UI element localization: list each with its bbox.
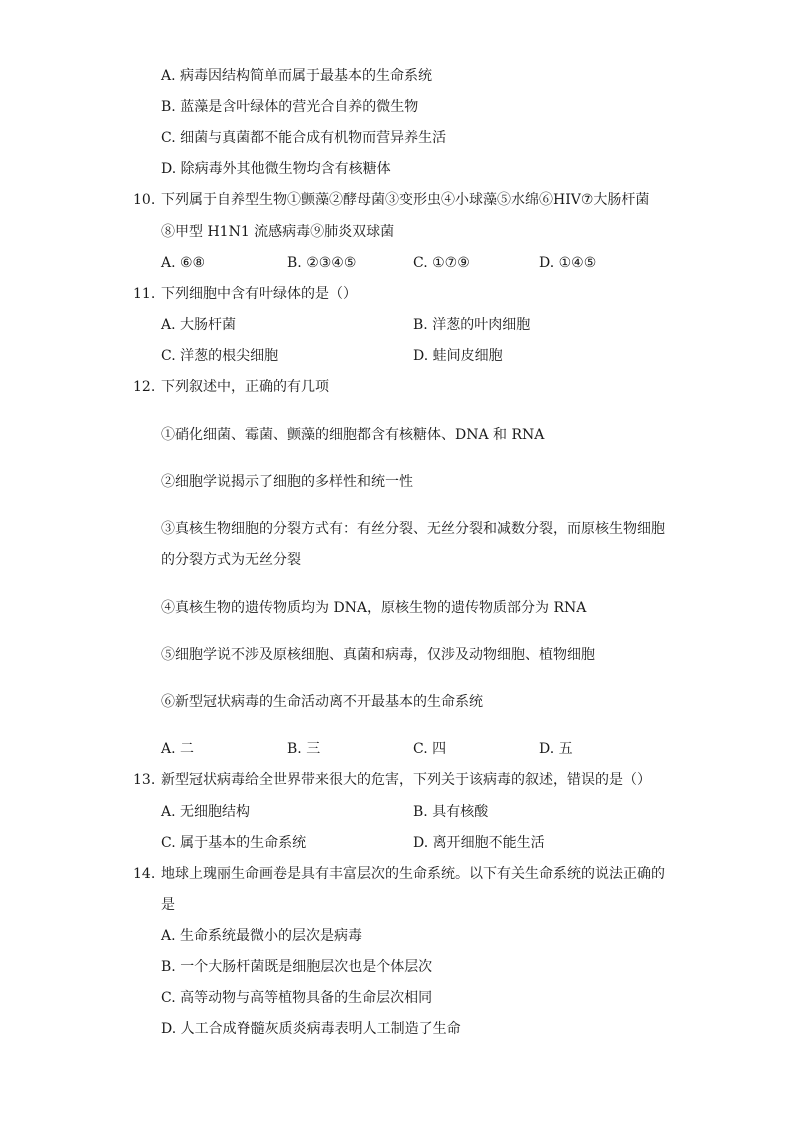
q12-statement-4: ④真核生物的遗传物质均为 DNA，原核生物的遗传物质部分为 RNA: [161, 600, 587, 616]
q9-option-c: C. 细菌与真菌都不能合成有机物而营异养生活: [161, 130, 447, 146]
q13-option-c: C. 属于基本的生命系统: [161, 835, 307, 851]
q9-option-d: D. 除病毒外其他微生物均含有核糖体: [161, 161, 391, 177]
q12-statement-2: ②细胞学说揭示了细胞的多样性和统一性: [161, 474, 413, 490]
q12-option-c: C. 四: [413, 741, 447, 757]
q14-stem-line2: 是: [161, 897, 175, 913]
q10-option-b: B. ②③④⑤: [287, 255, 357, 271]
q12-statement-1: ①硝化细菌、霉菌、颤藻的细胞都含有核糖体、DNA 和 RNA: [161, 427, 545, 443]
q12-number: 12.: [133, 379, 156, 395]
q10-stem-line1: 下列属于自养型生物①颤藻②酵母菌③变形虫④小球藻⑤水绵⑥HIV⑦大肠杆菌: [161, 192, 650, 208]
q9-option-b: B. 蓝藻是含叶绿体的营光合自养的微生物: [161, 99, 419, 115]
q11-number: 11.: [133, 286, 156, 302]
q10-option-c: C. ①⑦⑨: [413, 255, 470, 271]
q14-number: 14.: [133, 866, 156, 882]
q10-option-a: A. ⑥⑧: [161, 255, 206, 271]
q10-stem-line2: ⑧甲型 H1N1 流感病毒⑨肺炎双球菌: [161, 224, 395, 240]
q13-option-a: A. 无细胞结构: [161, 804, 251, 820]
q14-option-b: B. 一个大肠杆菌既是细胞层次也是个体层次: [161, 959, 433, 975]
q11-option-c: C. 洋葱的根尖细胞: [161, 348, 279, 364]
q12-stem: 下列叙述中，正确的有几项: [161, 379, 329, 395]
q13-stem: 新型冠状病毒给全世界带来很大的危害，下列关于该病毒的叙述，错误的是（）: [161, 772, 651, 788]
q14-option-c: C. 高等动物与高等植物具备的生命层次相同: [161, 990, 433, 1006]
q13-number: 13.: [133, 772, 156, 788]
q12-option-d: D. 五: [539, 741, 573, 757]
q12-statement-3-cont: 的分裂方式为无丝分裂: [161, 552, 301, 568]
q14-option-a: A. 生命系统最微小的层次是病毒: [161, 928, 363, 944]
q12-statement-6: ⑥新型冠状病毒的生命活动离不开最基本的生命系统: [161, 694, 483, 710]
q10-number: 10.: [133, 192, 156, 208]
q14-stem-line1: 地球上瑰丽生命画卷是具有丰富层次的生命系统。以下有关生命系统的说法正确的: [161, 866, 665, 882]
q14-option-d: D. 人工合成脊髓灰质炎病毒表明人工制造了生命: [161, 1021, 461, 1037]
q10-option-d: D. ①④⑤: [539, 255, 597, 271]
q11-option-b: B. 洋葱的叶肉细胞: [413, 317, 531, 333]
q12-option-b: B. 三: [287, 741, 321, 757]
q12-option-a: A. 二: [161, 741, 195, 757]
q11-option-a: A. 大肠杆菌: [161, 317, 237, 333]
q12-statement-3: ③真核生物细胞的分裂方式有：有丝分裂、无丝分裂和减数分裂，而原核生物细胞: [161, 521, 665, 537]
q11-option-d: D. 蛙间皮细胞: [413, 348, 503, 364]
q13-option-d: D. 离开细胞不能生活: [413, 835, 545, 851]
q9-option-a: A. 病毒因结构简单而属于最基本的生命系统: [161, 68, 433, 84]
q12-statement-5: ⑤细胞学说不涉及原核细胞、真菌和病毒，仅涉及动物细胞、植物细胞: [161, 647, 595, 663]
q11-stem: 下列细胞中含有叶绿体的是（）: [161, 286, 357, 302]
q13-option-b: B. 具有核酸: [413, 804, 489, 820]
